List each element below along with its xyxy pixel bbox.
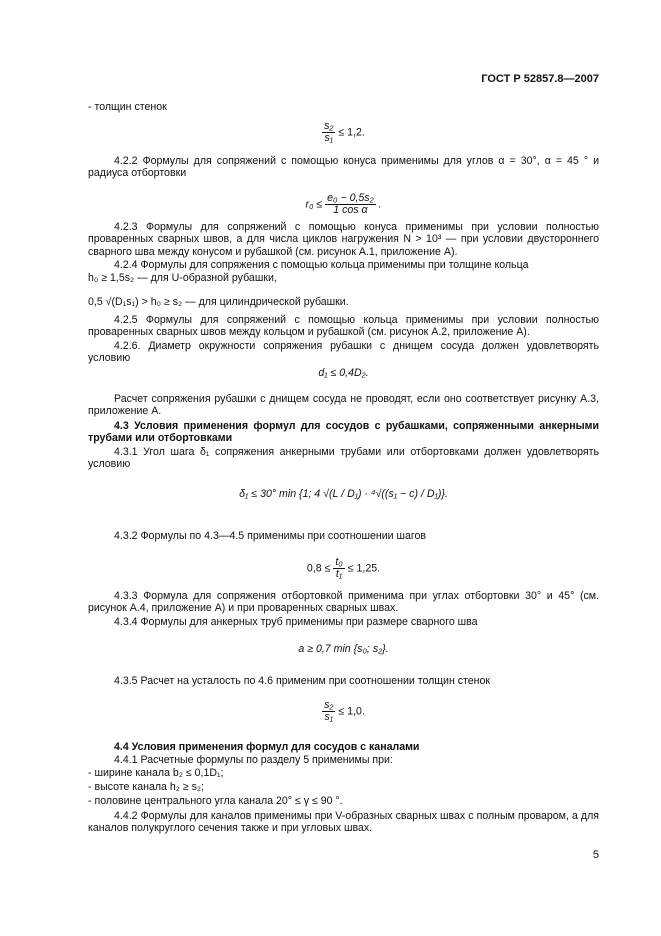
section-heading-4-3: 4.3 Условия применения формул для сосудов с рубашками, сопряженными анкерными трубами или отбортовками	[88, 420, 599, 445]
paragraph-4-3-5: 4.3.5 Расчет на усталость по 4.6 применим при соотношении толщин стенок	[114, 675, 491, 687]
fraction	[322, 700, 335, 723]
paragraph-4-3-2: 4.3.2 Формулы по 4.3—4.5 применимы при соотношении шагов	[114, 530, 427, 542]
formula-s2-s1-1-2	[88, 121, 599, 144]
paragraph-4-3-4: 4.3.4 Формулы для анкерных труб применимы при размере сварного шва	[114, 616, 478, 628]
fraction-numerator: t₀	[335, 556, 343, 568]
paragraph-4-2-6: 4.2.6. Диаметр окружности сопряжения рубашки с днищем сосуда должен удовлетворять условию	[88, 340, 599, 365]
page-number: 5	[592, 849, 599, 861]
paragraph-4-4-1: 4.4.1 Расчетные формулы по разделу 5 применимы при:	[114, 754, 393, 766]
condition-channel-width: - ширине канала b₂ ≤ 0,1D₁;	[88, 767, 224, 779]
condition-cylindrical-jacket: 0,5 √(D₁s₁) > h₀ ≥ s₂ — для цилиндрической рубашки.	[88, 296, 349, 308]
fraction-numerator: e₀ − 0,5s₂	[327, 192, 374, 204]
document-id: ГОСТ Р 52857.8—2007	[481, 73, 599, 85]
formula-d1: d₁ ≤ 0,4D₂.	[318, 367, 369, 379]
paragraph-4-3-1: 4.3.1 Угол шага δ₁ сопряжения анкерными трубами или отбортовками должен удовлетворять условию	[88, 446, 599, 471]
paragraph-4-2-3: 4.2.3 Формулы для сопряжений с помощью конуса применимы при условии полностью проваренных сварных швов, а для числа циклов нагружения N > 10³ — при условии двустороннего сварного шва между конусом и рубашкой (см. рисунок А.1, приложение А).	[88, 221, 599, 258]
fraction-numerator: s₂	[324, 699, 334, 711]
paragraph-4-2-2: 4.2.2 Формулы для сопряжений с помощью конуса применимы для углов α = 30°, α = 45 ° и радиуса отбортовки	[88, 155, 599, 180]
paragraph-4-3-3: 4.3.3 Формула для сопряжения отбортовкой применима при углах отбортовки 30° и 45° (см. рисунок А.4, приложение А) и при проваренных сварных швах.	[88, 590, 599, 615]
paragraph-4-2-4: 4.2.4 Формулы для сопряжения с помощью кольца применимы при толщине кольца	[114, 259, 529, 271]
formula-relation: ≤ 1,25.	[347, 562, 381, 575]
condition-channel-height: - высоте канала h₂ ≥ s₂;	[88, 781, 204, 793]
section-heading-4-4: 4.4 Условия применения формул для сосудов с каналами	[114, 741, 420, 753]
wall-thickness-intro: - толщин стенок	[88, 101, 167, 113]
formula-relation: ≤ 1,2.	[338, 126, 365, 139]
formula-lhs: 0,8 ≤	[306, 562, 331, 575]
formula-delta1: δ₁ ≤ 30° min {1; 4 √(L / D₁) · ⁴√((s₁ − c) / D₁)}.	[239, 488, 448, 500]
fraction-denominator: s₁	[324, 132, 334, 144]
fraction-numerator: s₂	[324, 120, 334, 132]
fraction	[322, 121, 335, 144]
formula-end: .	[378, 198, 382, 211]
formula-a: a ≥ 0,7 min {s₀; s₂}.	[298, 643, 389, 655]
fraction	[325, 193, 376, 216]
paragraph-4-4-2: 4.4.2 Формулы для каналов применимы при V-образных сварных швах с полным проваром, а для каналов полукруглого сечения также и при угловых швах.	[88, 810, 599, 835]
fraction	[333, 557, 344, 580]
formula-lhs: r₀ ≤	[305, 198, 323, 211]
formula-r0	[88, 193, 599, 216]
paragraph-4-2-5: 4.2.5 Формулы для сопряжений с помощью кольца применимы при условии полностью проваренных сварных швов между кольцом и рубашкой (см. рисунок А.2, приложение А).	[88, 314, 599, 339]
fraction-denominator: s₁	[324, 711, 334, 723]
condition-channel-angle: - половине центрального угла канала 20° ≤ γ ≤ 90 °.	[88, 795, 343, 807]
formula-relation: ≤ 1,0.	[338, 705, 365, 718]
formula-s2-s1-1-0	[88, 700, 599, 723]
fraction-denominator: t₁	[335, 568, 343, 580]
condition-u-jacket: h₀ ≥ 1,5s₂ — для U-образной рубашки,	[88, 272, 277, 284]
fraction-denominator: 1 cos α	[333, 204, 368, 216]
formula-t0-t1	[88, 557, 599, 580]
paragraph-4-2-6-note: Расчет сопряжения рубашки с днищем сосуда не проводят, если оно соответствует рисунку А.3, приложение А.	[88, 393, 599, 418]
